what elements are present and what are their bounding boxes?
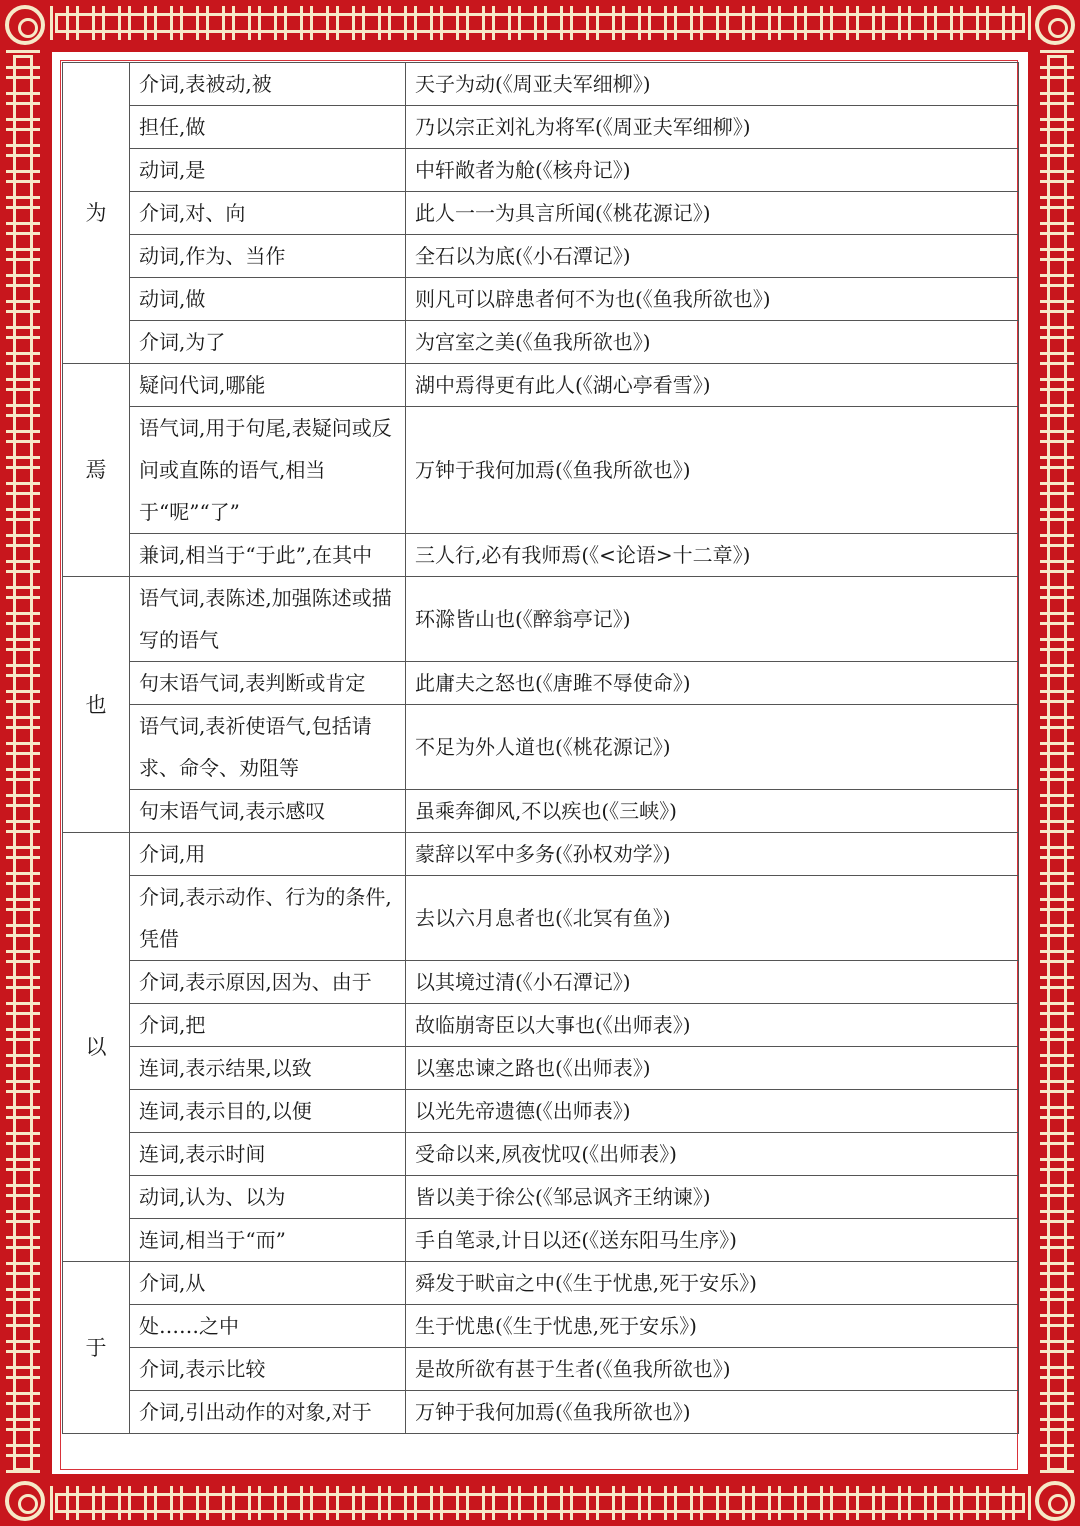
- meaning-cell: 介词,为了: [130, 321, 406, 364]
- table-row: [63, 1391, 1019, 1434]
- example-cell: 皆以美于徐公(《邹忌讽齐王纳谏》): [406, 1176, 1019, 1219]
- example-cell: 是故所欲有甚于生者(《鱼我所欲也》): [406, 1348, 1019, 1391]
- meaning-cell: 介词,引出动作的对象,对于: [130, 1391, 406, 1434]
- example-cell: 虽乘奔御风,不以疾也(《三峡》): [406, 790, 1019, 833]
- table-row: [63, 278, 1019, 321]
- table-row: [63, 63, 1019, 106]
- example-cell: 为宫室之美(《鱼我所欲也》): [406, 321, 1019, 364]
- example-cell: 天子为动(《周亚夫军细柳》): [406, 63, 1019, 106]
- corner-ornament-icon: [1035, 1481, 1075, 1521]
- meaning-cell: 介词,表示原因,因为、由于: [130, 961, 406, 1004]
- example-cell: 去以六月息者也(《北冥有鱼》): [406, 876, 1019, 961]
- frame-left-band: [6, 48, 40, 1478]
- corner-ornament-icon: [5, 5, 45, 45]
- table-row: [63, 1004, 1019, 1047]
- frame-top-band: [48, 6, 1032, 40]
- example-cell: 以塞忠谏之路也(《出师表》): [406, 1047, 1019, 1090]
- example-cell: 生于忧患(《生于忧患,死于安乐》): [406, 1305, 1019, 1348]
- meaning-cell: 句末语气词,表示感叹: [130, 790, 406, 833]
- example-cell: 湖中焉得更有此人(《湖心亭看雪》): [406, 364, 1019, 407]
- meaning-cell: 介词,对、向: [130, 192, 406, 235]
- meaning-cell: 兼词,相当于“于此”,在其中: [130, 534, 406, 577]
- example-cell: 乃以宗正刘礼为将军(《周亚夫军细柳》): [406, 106, 1019, 149]
- meaning-cell: 连词,表示时间: [130, 1133, 406, 1176]
- corner-ornament-icon: [5, 1481, 45, 1521]
- meaning-cell: 语气词,用于句尾,表疑问或反问或直陈的语气,相当于“呢”“了”: [130, 407, 406, 534]
- word-cell: 为: [63, 63, 130, 364]
- example-cell: 中轩敞者为舱(《核舟记》): [406, 149, 1019, 192]
- table-row: [63, 790, 1019, 833]
- table-row: [63, 662, 1019, 705]
- function-word-table: [62, 62, 1019, 1434]
- meaning-cell: 连词,表示结果,以致: [130, 1047, 406, 1090]
- meaning-cell: 语气词,表陈述,加强陈述或描写的语气: [130, 577, 406, 662]
- meaning-cell: 句末语气词,表判断或肯定: [130, 662, 406, 705]
- example-cell: 不足为外人道也(《桃花源记》): [406, 705, 1019, 790]
- meaning-cell: 介词,把: [130, 1004, 406, 1047]
- table-row: [63, 1219, 1019, 1262]
- meaning-cell: 动词,做: [130, 278, 406, 321]
- table-row: [63, 1348, 1019, 1391]
- table-row: [63, 534, 1019, 577]
- word-cell: 以: [63, 833, 130, 1262]
- table-row: [63, 1090, 1019, 1133]
- meaning-cell: 介词,表示动作、行为的条件,凭借: [130, 876, 406, 961]
- table-row: [63, 149, 1019, 192]
- word-cell: 于: [63, 1262, 130, 1434]
- meaning-cell: 介词,从: [130, 1262, 406, 1305]
- corner-ornament-icon: [1035, 5, 1075, 45]
- example-cell: 万钟于我何加焉(《鱼我所欲也》): [406, 1391, 1019, 1434]
- meaning-cell: 介词,表示比较: [130, 1348, 406, 1391]
- table-row: [63, 1305, 1019, 1348]
- frame-right-band: [1040, 48, 1074, 1478]
- meaning-cell: 连词,表示目的,以便: [130, 1090, 406, 1133]
- example-cell: 则凡可以辟患者何不为也(《鱼我所欲也》): [406, 278, 1019, 321]
- example-cell: 舜发于畎亩之中(《生于忧患,死于安乐》): [406, 1262, 1019, 1305]
- table-row: [63, 364, 1019, 407]
- table-row: [63, 106, 1019, 149]
- word-cell: 焉: [63, 364, 130, 577]
- example-cell: 三人行,必有我师焉(《<论语>十二章》): [406, 534, 1019, 577]
- meaning-cell: 处……之中: [130, 1305, 406, 1348]
- meaning-cell: 疑问代词,哪能: [130, 364, 406, 407]
- example-cell: 受命以来,夙夜忧叹(《出师表》): [406, 1133, 1019, 1176]
- table-row: [63, 876, 1019, 961]
- meaning-cell: 语气词,表祈使语气,包括请求、命令、劝阻等: [130, 705, 406, 790]
- table-row: [63, 192, 1019, 235]
- example-cell: 环滁皆山也(《醉翁亭记》): [406, 577, 1019, 662]
- meaning-cell: 动词,作为、当作: [130, 235, 406, 278]
- example-cell: 此庸夫之怒也(《唐雎不辱使命》): [406, 662, 1019, 705]
- table-row: [63, 1133, 1019, 1176]
- table-row: [63, 833, 1019, 876]
- example-cell: 以其境过清(《小石潭记》): [406, 961, 1019, 1004]
- table-row: [63, 705, 1019, 790]
- example-cell: 以光先帝遗德(《出师表》): [406, 1090, 1019, 1133]
- example-cell: 蒙辞以军中多务(《孙权劝学》): [406, 833, 1019, 876]
- frame-bottom-band: [48, 1486, 1032, 1520]
- example-cell: 全石以为底(《小石潭记》): [406, 235, 1019, 278]
- example-cell: 故临崩寄臣以大事也(《出师表》): [406, 1004, 1019, 1047]
- meaning-cell: 介词,用: [130, 833, 406, 876]
- meaning-cell: 动词,是: [130, 149, 406, 192]
- meaning-cell: 介词,表被动,被: [130, 63, 406, 106]
- table-row: [63, 407, 1019, 534]
- example-cell: 此人一一为具言所闻(《桃花源记》): [406, 192, 1019, 235]
- table-row: [63, 961, 1019, 1004]
- meaning-cell: 连词,相当于“而”: [130, 1219, 406, 1262]
- table-row: [63, 1176, 1019, 1219]
- table-row: [63, 1262, 1019, 1305]
- table-row: [63, 321, 1019, 364]
- meaning-cell: 担任,做: [130, 106, 406, 149]
- example-cell: 万钟于我何加焉(《鱼我所欲也》): [406, 407, 1019, 534]
- table-row: [63, 235, 1019, 278]
- table-row: [63, 577, 1019, 662]
- example-cell: 手自笔录,计日以还(《送东阳马生序》): [406, 1219, 1019, 1262]
- document-page: [52, 52, 1028, 1474]
- table-row: [63, 1047, 1019, 1090]
- meaning-cell: 动词,认为、以为: [130, 1176, 406, 1219]
- word-cell: 也: [63, 577, 130, 833]
